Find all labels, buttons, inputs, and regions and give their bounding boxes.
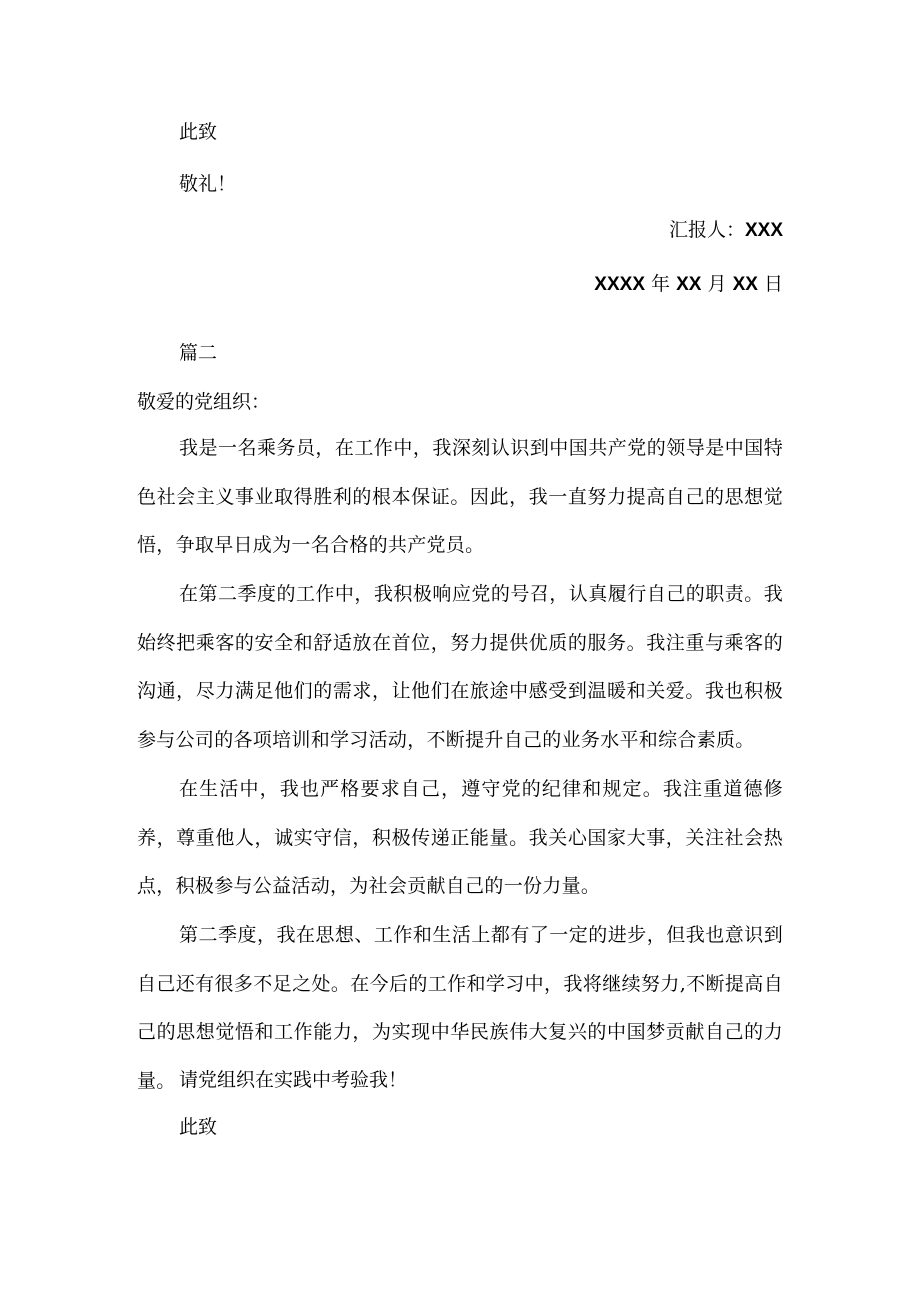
body-paragraph-1: 我是一名乘务员，在工作中，我深刻认识到中国共产党的领导是中国特色社会主义事业取得胜利的根本保证。因此，我一直努力提高自己的思想觉悟，争取早日成为一名合格的共产党员。 (137, 437, 783, 556)
salutation: 敬爱的党组织： (137, 391, 271, 413)
date-month: XX (676, 274, 702, 295)
body-paragraph-3: 在生活中，我也严格要求自己，遵守党的纪律和规定。我注重道德修养，尊重他人，诚实守信，积极传递正能量。我关心国家大事，关注社会热点，积极参与公益活动，为社会贡献自己的一份力量。 (137, 778, 783, 897)
date-day: XX (732, 274, 758, 295)
body-paragraph-4: 第二季度，我在思想、工作和生活上都有了一定的进步，但我也意识到自己还有很多不足之处。在今后的工作和学习中，我将继续努力,不断提高自己的思想觉悟和工作能力，为实现中华民族伟大复兴的中国梦贡献自己的力量。 (137, 924, 783, 1092)
reporter-name: XXX (744, 220, 783, 241)
request-text: 请党组织在实践中考验我！ (179, 1069, 408, 1091)
date-month-unit: 月 (707, 273, 727, 295)
reporter-label: 汇报人： (668, 219, 745, 241)
section-title: 篇二 (179, 342, 218, 364)
date-day-unit: 日 (763, 273, 783, 295)
date-year: XXXX (594, 274, 645, 295)
date-year-unit: 年 (651, 273, 671, 295)
closing-text-2: 此致 (179, 1116, 218, 1138)
salute-text: 敬礼！ (179, 173, 237, 195)
date-line (594, 272, 783, 297)
reporter-line (669, 218, 783, 243)
closing-text: 此致 (179, 121, 218, 143)
body-paragraph-2: 在第二季度的工作中，我积极响应党的号召，认真履行自己的职责。我始终把乘客的安全和舒适放在首位，努力提供优质的服务。我注重与乘客的沟通，尽力满足他们的需求，让他们在旅途中感受到温暖和关爱。我也积极参与公司的各项培训和学习活动，不断提升自己的业务水平和综合素质。 (137, 583, 783, 751)
